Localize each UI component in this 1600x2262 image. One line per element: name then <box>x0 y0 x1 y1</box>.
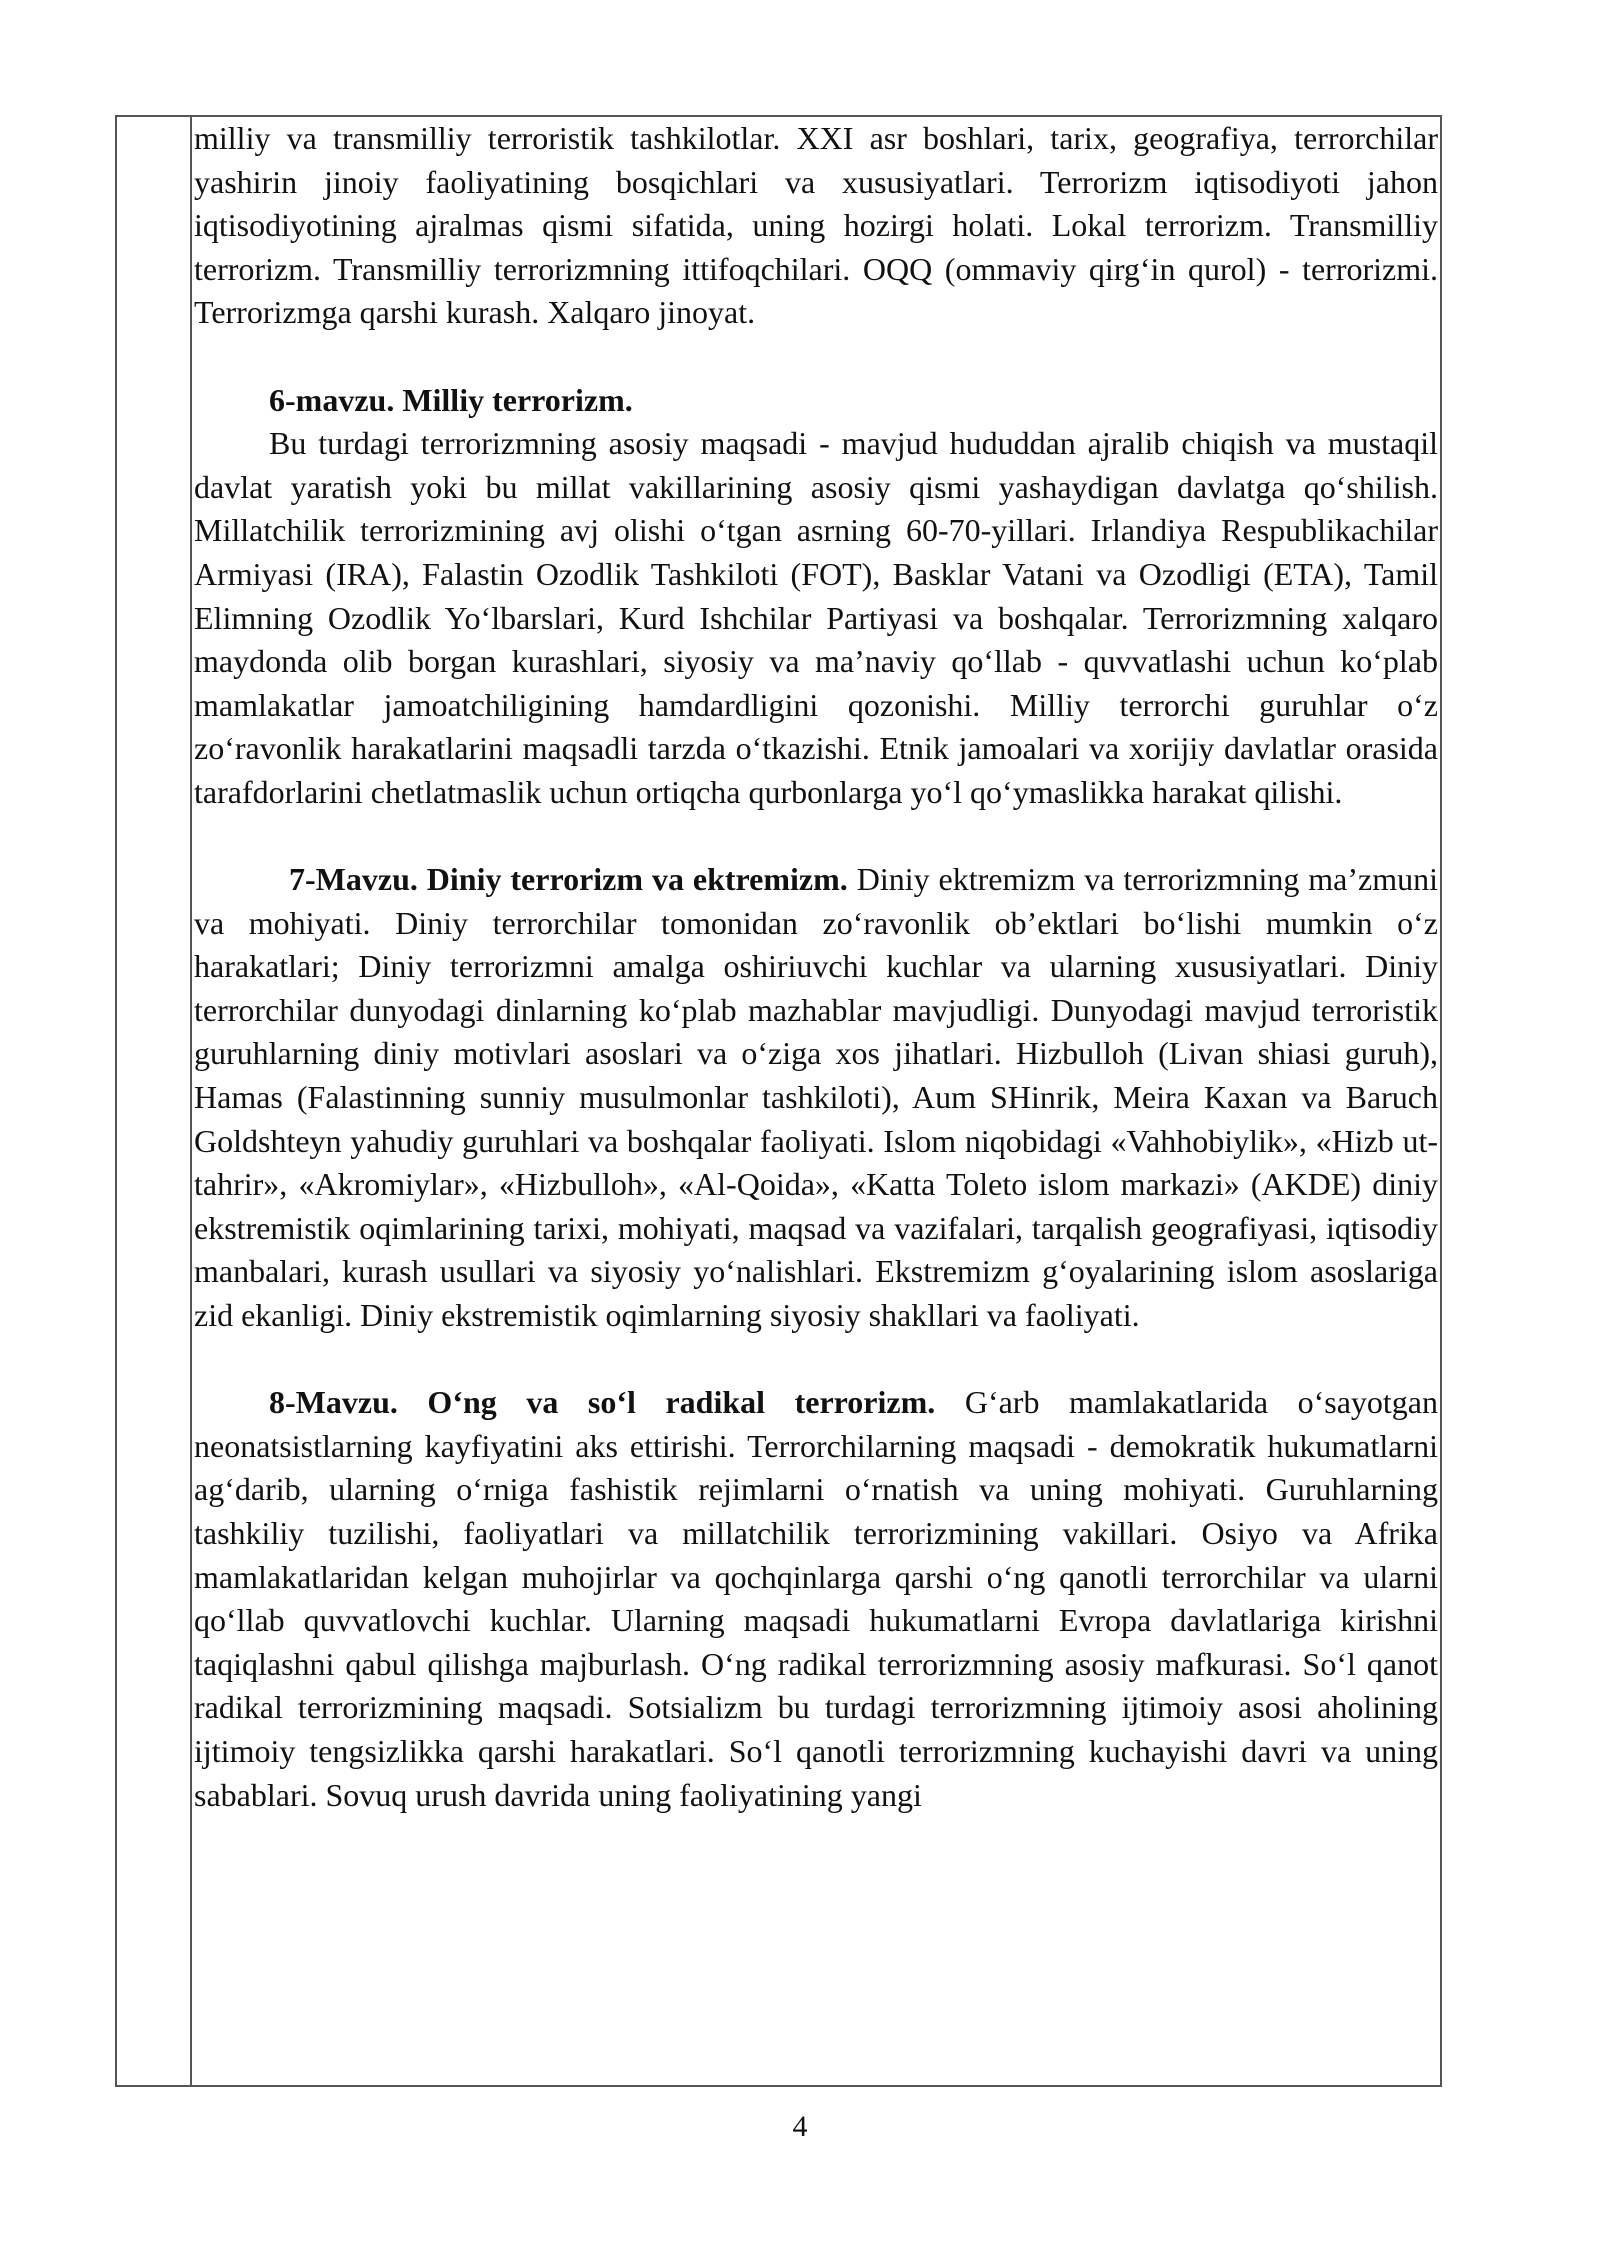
paragraph-gap <box>194 815 1438 859</box>
paragraph-gap <box>194 335 1438 379</box>
section-7-body: Diniy ektremizm va terrorizmning ma’zmuni va mohiyati. Diniy terrorchilar tomonidan zo‘ravonlik ob’ektlari bo‘lishi mumkin o‘z harakatlari; Diniy terrorizmni amalga oshiriuvchi kuchlar va ularning xususiyatlari. Diniy terrorchilar dunyodagi dinlarning ko‘plab mazhablar mavjudligi. Dunyodagi mavjud terroristik guruhlarning diniy motivlari asoslari va o‘ziga xos jihatlari. Hizbulloh (Livan shiasi guruh), Hamas (Falastinning sunniy musulmonlar tashkiloti), Aum SHinrik, Meira Kaxan va Baruch Goldshteyn yahudiy guruhlari va boshqalar faoliyati. Islom niqobidagi «Vahhobiylik», «Hizb ut-tahrir», «Akromiylar», «Hizbulloh», «Al-Qoida», «Katta Toleto islom markazi» (AKDE) diniy ekstremistik oqimlarining tarixi, mohiyati, maqsad va vazifalari, tarqalish geografiyasi, iqtisodiy manbalari, kurash usullari va siyosiy yo‘nalishlari. Ekstremizm g‘oyalarining islom asoslariga zid ekanligi. Diniy ekstremistik oqimlarning siyosiy shakllari va faoliyati. <box>194 861 1439 1334</box>
section-7-paragraph <box>194 858 1438 1338</box>
intro-paragraph: milliy va transmilliy terroristik tashkilotlar. XXI asr boshlari, tarix, geografiya, terrorchilar yashirin jinoiy faoliyatining bosqichlari va xususiyatlari. Terrorizm iqtisodiyoti jahon iqtisodiyotining ajralmas qismi sifatida, uning hozirgi holati. Lokal terrorizm. Transmilliy terrorizm. Transmilliy terrorizmning ittifoqchilari. OQQ (ommaviy qirg‘in qurol) - terrorizmi. Terrorizmga qarshi kurash. Xalqaro jinoyat. <box>194 120 1438 331</box>
section-7-heading: 7-Mavzu. Diniy terrorizm va ektremizm. <box>289 861 848 898</box>
table-right-column <box>192 117 1440 2085</box>
section-6-heading-text: 6-mavzu. Milliy terrorizm. <box>269 381 633 418</box>
paragraph-gap <box>194 1338 1438 1382</box>
page-number: 4 <box>792 2110 808 2143</box>
table-left-column <box>117 117 192 2085</box>
section-8-paragraph <box>194 1381 1438 1817</box>
section-8-heading: 8-Mavzu. O‘ng va so‘l radikal terrorizm. <box>269 1384 936 1421</box>
section-6-heading <box>194 379 1438 423</box>
section-8-body: G‘arb mamlakatlarida o‘sayotgan neonatsistlarning kayfiyatini aks ettirishi. Terrorchilarning maqsadi - demokratik hukumatlarni ag‘darib, ularning o‘rniga fashistik rejimlarni o‘rnatish va uning mohiyati. Guruhlarning tashkiliy tuzilishi, faoliyatlari va millatchilik terrorizmining vakillari. Osiyo va Afrika mamlakatlaridan kelgan muhojirlar va qochqinlarga qarshi o‘ng qanotli terrorchilar va ularni qo‘llab quvvatlovchi kuchlar. Ularning maqsadi hukumatlarni Evropa davlatlariga kirishni taqiqlashni qabul qilishga majburlash. O‘ng radikal terrorizmning asosiy mafkurasi. So‘l qanot radikal terrorizmining maqsadi. Sotsializm bu turdagi terrorizmning ijtimoiy asosi aholining ijtimoiy tengsizlikka qarshi harakatlari. So‘l qanotli terrorizmning kuchayishi davri va uning sabablari. Sovuq urush davrida uning faoliyatining yangi <box>194 1384 1439 1813</box>
content-table <box>115 115 1442 2087</box>
section-6-body: Bu turdagi terrorizmning asosiy maqsadi - mavjud hududdan ajralib chiqish va mustaqil davlat yaratish yoki bu millat vakillarining asosiy qismi yashaydigan davlatga qo‘shilish. Millatchilik terrorizmining avj olishi o‘tgan asrning 60-70-yillari. Irlandiya Respublikachilar Armiyasi (IRA), Falastin Ozodlik Tashkiloti (FOT), Basklar Vatani va Ozodligi (ETA), Tamil Elimning Ozodlik Yo‘lbarslari, Kurd Ishchilar Partiyasi va boshqalar. Terrorizmning xalqaro maydonda olib borgan kurashlari, siyosiy va ma’naviy qo‘llab - quvvatlashi uchun ko‘plab mamlakatlar jamoatchiligining hamdardligini qozonishi. Milliy terrorchi guruhlar o‘z zo‘ravonlik harakatlarini maqsadli tarzda o‘tkazishi. Etnik jamoalari va xorijiy davlatlar orasida tarafdorlarini chetlatmaslik uchun ortiqcha qurbonlarga yo‘l qo‘ymaslikka harakat qilishi. <box>194 425 1438 810</box>
